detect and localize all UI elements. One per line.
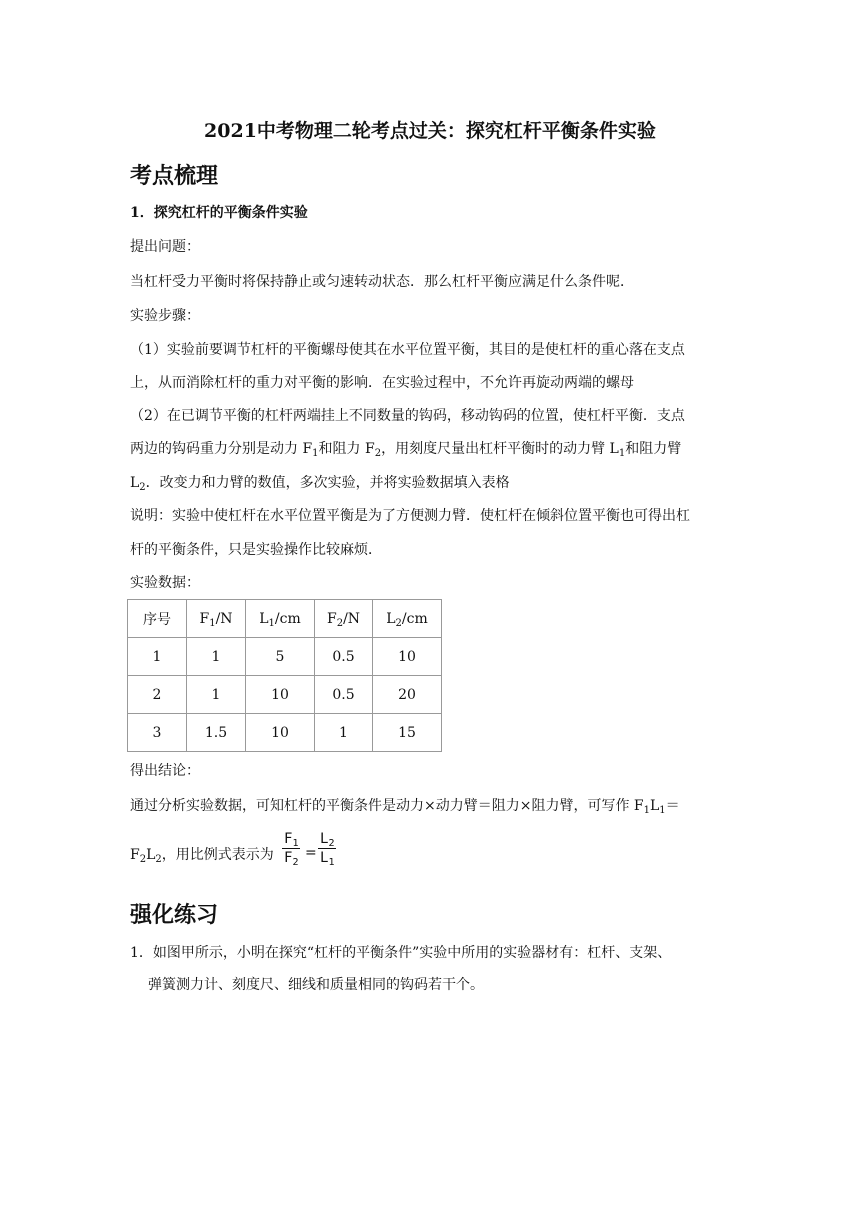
table-header-row xyxy=(128,600,442,638)
section-heading-review: 考点梳理 xyxy=(130,163,219,189)
step1-line2: 上，从而消除杠杆的重力对平衡的影响．在实验过程中，不允许再旋动两端的螺母 xyxy=(130,375,634,391)
subscript: 2 xyxy=(139,854,147,865)
fraction-numerator xyxy=(318,830,336,849)
step2-line2-part-d: 和阻力臂 xyxy=(625,441,682,457)
data-label: 实验数据： xyxy=(130,575,200,591)
header-text: F xyxy=(199,610,210,627)
subscript: 1 xyxy=(659,805,666,816)
subscript: 2 xyxy=(139,482,146,493)
step2-line2-part-b: 和阻力 F xyxy=(318,441,375,457)
header-cell xyxy=(315,600,373,638)
question-text: 当杠杆受力平衡时将保持静止或匀速转动状态．那么杠杆平衡应满足什么条件呢． xyxy=(130,274,634,290)
step2-line2 xyxy=(130,440,681,458)
table-cell: 10 xyxy=(373,638,442,676)
conclusion-line1 xyxy=(130,797,680,815)
fraction-right xyxy=(318,830,336,867)
data-table xyxy=(127,599,442,752)
fraction-numerator xyxy=(282,830,300,849)
header-cell xyxy=(246,600,315,638)
table-cell: 10 xyxy=(246,714,315,752)
header-text: 序号 xyxy=(143,611,171,628)
table-cell: 5 xyxy=(246,638,315,676)
table-cell: 3 xyxy=(128,714,187,752)
table-cell: 20 xyxy=(373,676,442,714)
question1-line2: 弹簧测力计、刻度尺、细线和质量相同的钩码若干个。 xyxy=(148,977,484,993)
fraction-denominator xyxy=(318,849,336,867)
subscript: 1 xyxy=(209,617,216,629)
formula-symbol: F xyxy=(284,850,293,866)
fraction-denominator xyxy=(282,849,300,867)
table-cell: 1 xyxy=(315,714,373,752)
table-cell: 0.5 xyxy=(315,676,373,714)
conclusion-label: 得出结论： xyxy=(130,763,200,779)
subscript: 2 xyxy=(395,617,402,629)
step2-line2-part-c: ，用刻度尺量出杠杆平衡时的动力臂 L xyxy=(381,441,619,457)
subscript: 1 xyxy=(643,805,650,816)
header-text: L xyxy=(259,610,269,627)
header-cell xyxy=(373,600,442,638)
subscript: 1 xyxy=(618,448,626,459)
subscript: 2 xyxy=(328,838,335,849)
table-row xyxy=(128,638,442,676)
steps-label: 实验步骤： xyxy=(130,308,200,324)
header-unit: /cm xyxy=(401,610,428,627)
subscript: 1 xyxy=(328,857,335,868)
step2-line3-part-a: L xyxy=(130,475,140,491)
table-cell: 15 xyxy=(373,714,442,752)
formula-symbol: F xyxy=(284,831,293,847)
subscript: 2 xyxy=(292,857,299,868)
conclusion-text: ，用比例式表示为 xyxy=(161,847,274,863)
step2-line2-part-a: 两边的钩码重力分别是动力 F xyxy=(130,441,313,457)
header-unit: /N xyxy=(215,610,233,627)
subscript: 2 xyxy=(374,448,382,459)
conclusion-text: ＝ xyxy=(665,798,680,814)
conclusion-text: 通过分析实验数据，可知杠杆的平衡条件是动力×动力臂＝阻力×阻力臂，可写作 F xyxy=(130,798,644,814)
formula-symbol: L xyxy=(320,831,329,847)
fraction-left xyxy=(282,830,300,867)
header-text: L xyxy=(386,610,396,627)
note-line2: 杆的平衡条件，只是实验操作比较麻烦． xyxy=(130,542,382,558)
conclusion-text: F xyxy=(130,847,140,863)
header-text: F xyxy=(326,610,337,627)
step2-line3-part-b: ．改变力和力臂的数值，多次实验，并将实验数据填入表格 xyxy=(145,475,510,491)
step2-line1: （2）在已调节平衡的杠杆两端挂上不同数量的钩码，移动钩码的位置，使杠杆平衡．支点 xyxy=(130,408,685,424)
conclusion-line2 xyxy=(130,846,274,864)
table-cell: 0.5 xyxy=(315,638,373,676)
header-cell xyxy=(187,600,246,638)
header-unit: /cm xyxy=(274,610,301,627)
subscript: 2 xyxy=(336,617,344,629)
step2-line3 xyxy=(130,474,510,492)
table-cell: 1 xyxy=(187,638,246,676)
formula-symbol: L xyxy=(320,850,329,866)
header-cell xyxy=(128,600,187,638)
subscript: 1 xyxy=(292,838,299,849)
table-cell: 2 xyxy=(128,676,187,714)
formula-equals: = xyxy=(305,845,317,861)
question1-line1: 1．如图甲所示，小明在探究“杠杆的平衡条件”实验中所用的实验器材有：杠杆、支架、 xyxy=(130,945,672,961)
conclusion-text: L xyxy=(650,798,660,814)
item-title: 1．探究杠杆的平衡条件实验 xyxy=(130,205,308,221)
table-cell: 1 xyxy=(187,676,246,714)
header-unit: /N xyxy=(343,610,361,627)
note-line1: 说明：实验中使杠杆在水平位置平衡是为了方便测力臂．使杠杆在倾斜位置平衡也可得出杠 xyxy=(130,508,690,524)
document-title: 2021中考物理二轮考点过关：探究杠杆平衡条件实验 xyxy=(204,120,656,142)
table-row xyxy=(128,714,442,752)
table-row xyxy=(128,676,442,714)
step1-line1: （1）实验前要调节杠杆的平衡螺母使其在水平位置平衡，其目的是使杠杆的重心落在支点 xyxy=(130,342,685,358)
table-cell: 1.5 xyxy=(187,714,246,752)
subscript: 1 xyxy=(268,617,275,629)
subscript: 1 xyxy=(312,448,319,459)
question-label: 提出问题： xyxy=(130,239,200,255)
table-cell: 1 xyxy=(128,638,187,676)
subscript: 2 xyxy=(155,854,162,865)
table-cell: 10 xyxy=(246,676,315,714)
section-heading-practice: 强化练习 xyxy=(130,902,219,928)
conclusion-text: L xyxy=(146,847,156,863)
